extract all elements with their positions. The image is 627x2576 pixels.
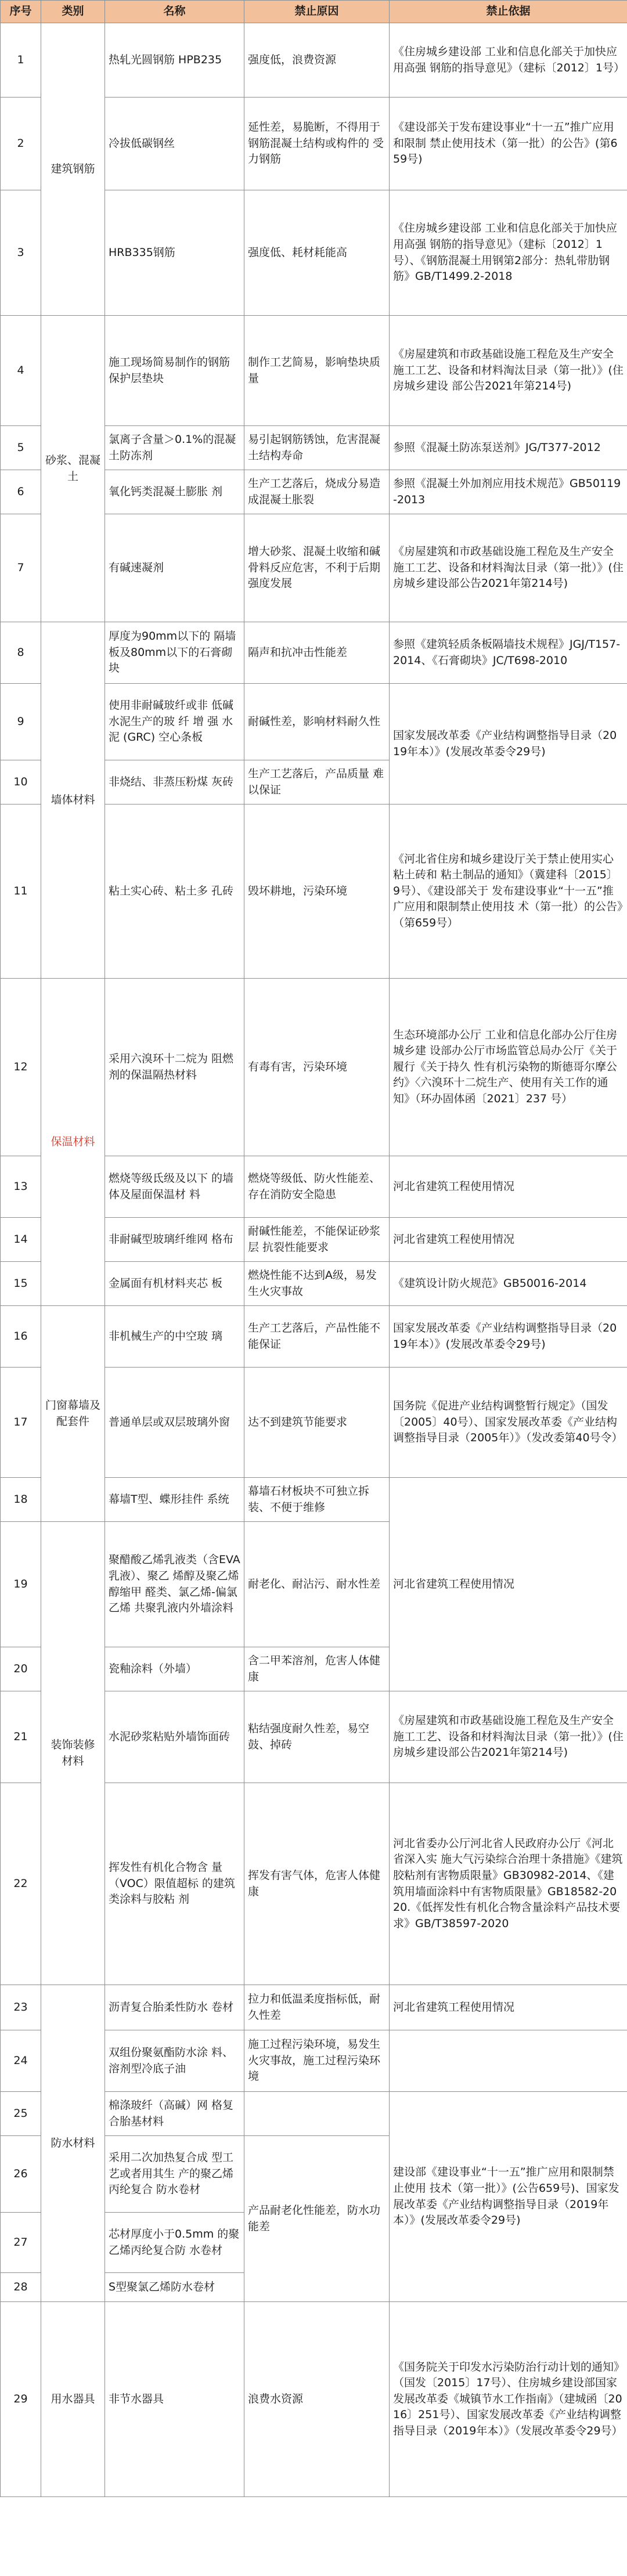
row-name: 粘土实心砖、粘土多 孔砖 (105, 804, 244, 979)
row-no: 11 (1, 804, 41, 979)
row-reason: 生产工艺落后，烧成分易造成混凝土胀裂 (244, 470, 390, 514)
row-no: 3 (1, 190, 41, 316)
row-reason (244, 2092, 390, 2136)
row-reason: 拉力和低温柔度指标低，耐 久性差 (244, 1985, 390, 2030)
row-name: 氯离子含量＞0.1%的混凝土防冻剂 (105, 426, 244, 470)
row-basis: 《河北省住房和城乡建设厅关于禁止使用实心粘土砖和 粘土制品的通知》（冀建科〔2015〕9号）、《建设部关于 发布建设事业“十一五”推广应用和限制禁止使用技 术（第一批）的公告》（第659号） (390, 804, 627, 979)
row-name: S型聚氯乙烯防水卷材 (105, 2273, 244, 2302)
row-name: 采用二次加热复合成 型工艺或者用其生 产的聚乙烯丙纶复合 防水卷材 (105, 2136, 244, 2213)
row-reason: 含二甲苯溶剂，危害人体健 康 (244, 1647, 390, 1691)
row-category: 墙体材料 (41, 622, 105, 979)
row-no: 26 (1, 2136, 41, 2213)
row-name: 挥发性有机化合物含 量（VOC）限值超标 的建筑类涂料与胶粘 剂 (105, 1783, 244, 1985)
row-name: 厚度为90mm以下的 隔墙板及80mm以下的石膏砌块 (105, 622, 244, 684)
table-row (1, 316, 627, 426)
row-basis: 《建设部关于发布建设事业“十一五”推广应用和限制 禁止使用技术（第一批）的公告》(第659号) (390, 98, 627, 190)
row-basis: 国务院《促进产业结构调整暂行规定》（国发〔2005〕40号）、国家发展改革委《产业结构调整指导目录（2005年）》（发改委第40号令） (390, 1368, 627, 1478)
row-no: 18 (1, 1478, 41, 1522)
row-name: 聚醋酸乙烯乳液类（含EVA乳液）、聚乙 烯醇及聚乙烯醇缩甲 醛类、氯乙烯-偏氯乙烯 共聚乳液内外墙涂料 (105, 1522, 244, 1647)
row-basis: 生态环境部办公厅 工业和信息化部办公厅住房城乡建 设部办公厅市场监管总局办公厅《关于履行《关于持久 性有机污染物的斯德哥尔摩公约》〈六溴环十二烷生产、使用有关工作的通知》（环办固体函〔2021〕237 号） (390, 979, 627, 1156)
row-basis: 《住房城乡建设部 工业和信息化部关于加快应用高强 钢筋的指导意见》（建标〔2012〕1号） (390, 23, 627, 98)
row-category: 砂浆、混凝土 (41, 316, 105, 622)
header-name: 名称 (105, 1, 244, 23)
row-basis: 《房屋建筑和市政基础设施工程危及生产安全施工工艺、设备和材料淘汰目录（第一批）》(住房城乡建设部公告2021年第214号) (390, 514, 627, 622)
row-no: 2 (1, 98, 41, 190)
row-reason: 燃烧等级低、防火性能差、存在消防安全隐患 (244, 1156, 390, 1218)
row-no: 7 (1, 514, 41, 622)
row-no: 4 (1, 316, 41, 426)
table-row (1, 23, 627, 98)
row-no: 1 (1, 23, 41, 98)
row-reason: 幕墙石材板块不可独立拆 装、不便于维修 (244, 1478, 390, 1522)
row-basis: 国家发展改革委《产业结构调整指导目录（2019年本）》(发展改革委令29号) (390, 1306, 627, 1368)
row-reason: 增大砂浆、混凝土收缩和碱 骨料反应危害，不利于后期 强度发展 (244, 514, 390, 622)
row-basis: 《住房城乡建设部 工业和信息化部关于加快应用高强 钢筋的指导意见》（建标〔2012〕1号）、《钢筋混凝土用钢第2部分：热轧带肋钢筋》GB/T1499.2-2018 (390, 190, 627, 316)
table-row (1, 622, 627, 684)
row-no: 28 (1, 2273, 41, 2302)
row-name: 芯材厚度小于0.5mm 的聚乙烯丙纶复合防 水卷材 (105, 2213, 244, 2273)
row-basis: 河北省建筑工程使用情况 (390, 1156, 627, 1218)
row-no: 23 (1, 1985, 41, 2030)
row-no: 24 (1, 2030, 41, 2092)
row-name: 热轧光圆钢筋 HPB235 (105, 23, 244, 98)
row-name: 氧化钙类混凝土膨胀 剂 (105, 470, 244, 514)
header-row (1, 1, 627, 23)
row-category: 保温材料 (41, 979, 105, 1306)
header-basis: 禁止依据 (390, 1, 627, 23)
header-category: 类别 (41, 1, 105, 23)
row-name: 施工现场简易制作的钢筋保护层垫块 (105, 316, 244, 426)
row-no: 22 (1, 1783, 41, 1985)
row-basis: 《国务院关于印发水污染防治行动计划的通知》（国发〔2015〕17号）、住房城乡建设部国家发展改革委《城镇节水工作指南》（建城函〔2016〕251号）、国家发展改革委《产业结构调整指导目录（2019年本）》（发展改革委令29号） (390, 2302, 627, 2497)
row-reason: 毁坏耕地，污染环境 (244, 804, 390, 979)
row-name: 非机械生产的中空玻 璃 (105, 1306, 244, 1368)
table-row (1, 2302, 627, 2497)
row-reason: 施工过程污染环境，易发生 火灾事故，施工过程污染环 境 (244, 2030, 390, 2092)
row-basis: 参照《混凝土防冻泵送剂》JG/T377-2012 (390, 426, 627, 470)
row-reason: 生产工艺落后，产品质量 难 以保证 (244, 760, 390, 804)
row-basis: 河北省建筑工程使用情况 (390, 1218, 627, 1262)
row-basis: 河北省建筑工程使用情况 (390, 1985, 627, 2030)
row-name: 非耐碱型玻璃纤维网 格布 (105, 1218, 244, 1262)
row-name: 非烧结、非蒸压粉煤 灰砖 (105, 760, 244, 804)
row-basis: 参照《混凝土外加剂应用技术规范》GB50119-2013 (390, 470, 627, 514)
row-no: 16 (1, 1306, 41, 1368)
row-basis (390, 2030, 627, 2092)
row-name: 双组份聚氨酯防水涂 料、溶剂型冷底子油 (105, 2030, 244, 2092)
table-row (1, 979, 627, 1156)
row-reason: 有毒有害，污染环境 (244, 979, 390, 1156)
row-category: 用水器具 (41, 2302, 105, 2497)
row-reason: 易引起钢筋锈蚀，危害混凝土结构寿命 (244, 426, 390, 470)
row-basis: 建设部《建设事业“十一五”推广应用和限制禁止使用 技术（第一批）》(公告659号)、国家发展改革委《产业结构调整指导目录（2019年本）》(发展改革委令29号) (390, 2092, 627, 2302)
row-name: 非节水器具 (105, 2302, 244, 2497)
row-reason: 挥发有害气体，危害人体健 康 (244, 1783, 390, 1985)
row-no: 8 (1, 622, 41, 684)
row-name: 采用六溴环十二烷为 阻燃剂的保温隔热材料 (105, 979, 244, 1156)
row-no: 9 (1, 684, 41, 760)
row-no: 20 (1, 1647, 41, 1691)
row-category: 防水材料 (41, 1985, 105, 2302)
row-basis: 《房屋建筑和市政基础设施工程危及生产安全施工工艺、设备和材料淘汰目录（第一批）》(住房城乡建设 部公告2021年第214号) (390, 316, 627, 426)
row-basis: 《房屋建筑和市政基础设施工程危及生产安全施工工艺、设备和材料淘汰目录（第一批）》(住房城乡建设部公告2021年第214号) (390, 1691, 627, 1783)
row-reason: 浪费水资源 (244, 2302, 390, 2497)
row-name: 燃烧等级氐级及以下 的墙体及屋面保温材 料 (105, 1156, 244, 1218)
row-name: 瓷釉涂料（外墙） (105, 1647, 244, 1691)
row-name: 沥青复合胎柔性防水 卷材 (105, 1985, 244, 2030)
row-name: HRB335钢筋 (105, 190, 244, 316)
row-basis: 国家发展改革委《产业结构调整指导目录（2019年本）》(发展改革委令29号) (390, 684, 627, 804)
row-no: 12 (1, 979, 41, 1156)
row-reason: 强度低，浪费资源 (244, 23, 390, 98)
row-name: 使用非耐碱玻纤或非 低碱水泥生产的玻 纤 增 强 水 泥 (GRC) 空心条板 (105, 684, 244, 760)
table-row (1, 1985, 627, 2030)
row-reason: 粘结强度耐久性差，易空鼓、掉砖 (244, 1691, 390, 1783)
row-reason: 产品耐老化性能差，防水功 能差 (244, 2136, 390, 2302)
table-row (1, 1306, 627, 1368)
row-name: 幕墙T型、蝶形挂件 系统 (105, 1478, 244, 1522)
row-no: 25 (1, 2092, 41, 2136)
row-no: 14 (1, 1218, 41, 1262)
row-category: 门窗幕墙及 配套件 (41, 1306, 105, 1522)
row-no: 6 (1, 470, 41, 514)
row-no: 21 (1, 1691, 41, 1783)
row-reason: 隔声和抗冲击性能差 (244, 622, 390, 684)
row-name: 普通单层或双层玻璃外窗 (105, 1368, 244, 1478)
row-no: 29 (1, 2302, 41, 2497)
row-name: 冷拔低碳钢丝 (105, 98, 244, 190)
row-reason: 耐碱性差，影响材料耐久性 (244, 684, 390, 760)
row-category: 装饰装修 材料 (41, 1522, 105, 1985)
row-no: 27 (1, 2213, 41, 2273)
row-reason: 燃烧性能不达到A级，易发 生火灾事故 (244, 1262, 390, 1306)
row-reason: 制作工艺简易，影响垫块质量 (244, 316, 390, 426)
row-no: 15 (1, 1262, 41, 1306)
header-reason: 禁止原因 (244, 1, 390, 23)
row-basis: 河北省委办公厅河北省人民政府办公厅《河北省深入实 施大气污染综合治理十条措施》《建筑胶粘剂有害物质限量》GB30982-2014、《建筑用墙面涂料中有害物质限量》GB18582-2020.《低挥发性有机化合物含量涂料产品技术要求》GB/T38597-2020 (390, 1783, 627, 1985)
row-reason: 延性差，易脆断，不得用于 钢筋混凝土结构或构件的 受力钢筋 (244, 98, 390, 190)
row-no: 19 (1, 1522, 41, 1647)
header-no: 序号 (1, 1, 41, 23)
row-basis: 参照《建筑轻质条板隔墙技术规程》JGJ/T157-2014、《石膏砌块》JC/T698-2010 (390, 622, 627, 684)
row-basis: 《建筑设计防火规范》GB50016-2014 (390, 1262, 627, 1306)
row-basis: 河北省建筑工程使用情况 (390, 1478, 627, 1691)
row-reason: 生产工艺落后，产品性能不 能保证 (244, 1306, 390, 1368)
row-no: 17 (1, 1368, 41, 1478)
row-no: 5 (1, 426, 41, 470)
row-reason: 强度低、耗材耗能高 (244, 190, 390, 316)
row-name: 有碱速凝剂 (105, 514, 244, 622)
row-no: 13 (1, 1156, 41, 1218)
row-reason: 耐碱性能差，不能保证砂浆层 抗裂性能要求 (244, 1218, 390, 1262)
row-name: 金属面有机材料夹芯 板 (105, 1262, 244, 1306)
row-reason: 达不到建筑节能要求 (244, 1368, 390, 1478)
row-reason: 耐老化、耐沾污、耐水性差 (244, 1522, 390, 1647)
row-name: 棉涤玻纤（高碱）网 格复合胎基材料 (105, 2092, 244, 2136)
row-no: 10 (1, 760, 41, 804)
row-category: 建筑钢筋 (41, 23, 105, 316)
row-name: 水泥砂浆粘贴外墙饰面砖 (105, 1691, 244, 1783)
